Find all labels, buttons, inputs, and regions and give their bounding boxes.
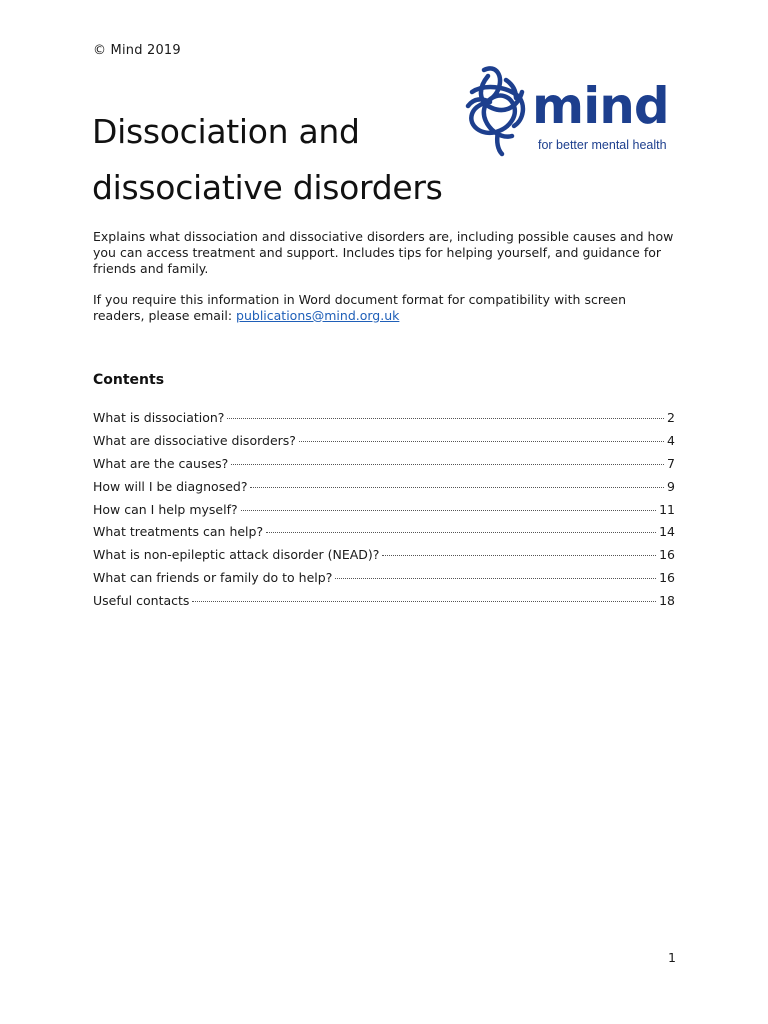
toc-item[interactable] (93, 410, 675, 433)
contents-heading: Contents (93, 372, 165, 388)
title-line-2: dissociative disorders (92, 168, 443, 207)
toc-item-label: What are dissociative disorders? (93, 432, 296, 448)
toc-leader (382, 545, 656, 556)
email-link[interactable]: publications@mind.org.uk (236, 307, 400, 323)
title-line-1: Dissociation and (92, 112, 360, 151)
page-title (92, 104, 443, 216)
toc-item-page: 14 (659, 524, 675, 540)
toc-item[interactable] (93, 479, 675, 502)
logo-tagline: for better mental health (538, 138, 667, 152)
accessibility-note-text: If you require this information in Word document format for compatibility with screen readers, please email: (93, 292, 627, 323)
toc-item-label: How can I help myself? (93, 501, 238, 517)
toc-item[interactable] (93, 456, 675, 479)
toc-item-page: 4 (667, 432, 675, 448)
toc-leader (250, 477, 664, 488)
toc-item[interactable] (93, 570, 675, 593)
toc-item-label: What can friends or family do to help? (93, 570, 333, 586)
toc-item-page: 2 (667, 410, 675, 425)
page-number: 1 (668, 950, 676, 965)
table-of-contents (93, 410, 675, 616)
mind-logo (462, 62, 678, 158)
toc-item[interactable] (93, 547, 675, 570)
toc-item-label: How will I be diagnosed? (93, 478, 248, 494)
toc-item-label: What is dissociation? (93, 410, 225, 425)
logo-wordmark: mind (532, 77, 669, 135)
toc-leader (227, 408, 664, 419)
toc-item-label: What are the causes? (93, 455, 229, 471)
toc-leader (192, 591, 656, 602)
toc-leader (241, 500, 656, 511)
toc-leader (231, 454, 664, 465)
copyright-notice: © Mind 2019 (93, 43, 181, 58)
toc-item-label: What treatments can help? (93, 524, 264, 540)
intro-paragraph: Explains what dissociation and dissociative disorders are, including possible causes and how you can access treatment and support. Includes tips for helping yourself, and guidance for friends and family. (93, 229, 674, 276)
toc-item-page: 7 (667, 455, 675, 471)
toc-item-page: 9 (667, 478, 675, 494)
toc-leader (299, 431, 664, 442)
toc-item-label: Useful contacts (93, 593, 190, 609)
mind-scribble-icon (462, 62, 536, 158)
toc-leader (335, 568, 656, 579)
toc-item[interactable] (93, 502, 675, 525)
toc-item[interactable] (93, 524, 675, 547)
toc-item-page: 11 (659, 501, 675, 517)
toc-item[interactable] (93, 433, 675, 456)
toc-item-label: What is non-epileptic attack disorder (NEAD)? (93, 547, 380, 563)
accessibility-note (93, 292, 678, 324)
toc-item-page: 16 (659, 570, 675, 586)
toc-item-page: 16 (659, 547, 675, 563)
toc-leader (266, 522, 656, 533)
toc-item[interactable] (93, 593, 675, 616)
toc-item-page: 18 (659, 593, 675, 609)
